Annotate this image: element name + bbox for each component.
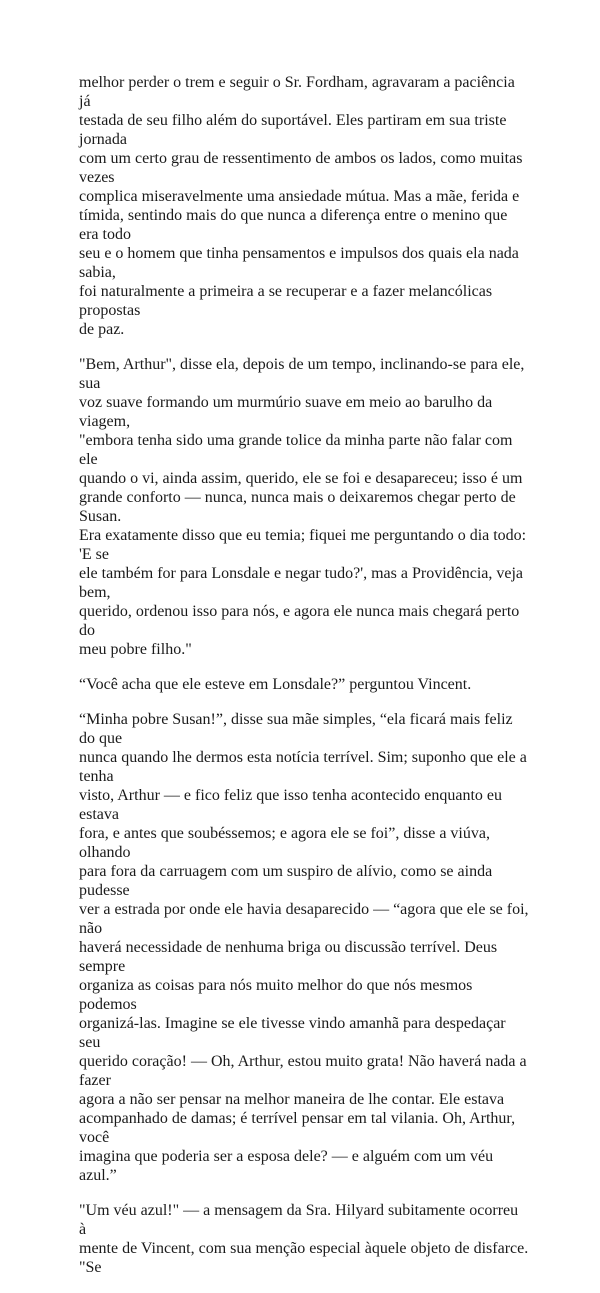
paragraph-3: “Você acha que ele esteve em Lonsdale?” perguntou Vincent. — [79, 676, 472, 693]
document-page — [79, 73, 529, 1293]
paragraph-1: melhor perder o trem e seguir o Sr. Fordham, agravaram a paciência já testada de seu filho além do suportável. Eles partiram em sua triste jornada com um certo grau de ressentimento de ambos os lados, como muitas vezes complica miseravelmente uma ansiedade mútua. Mas a mãe, ferida e tímida, sentindo mais do que nunca a diferença entre o menino que era todo seu e o homem que tinha pensamentos e impulsos dos quais ela nada sabia, foi naturalmente a primeira a se recuperar e a fazer melancólicas propostas de paz. — [79, 74, 523, 338]
paragraph-5: "Um véu azul!" — a mensagem da Sra. Hilyard subitamente ocorreu à mente de Vincent, com sua menção especial àquele objeto de disfarce. "Se — [79, 1202, 529, 1276]
paragraph-4: “Minha pobre Susan!”, disse sua mãe simples, “ela ficará mais feliz do que nunca quando lhe dermos esta notícia terrível. Sim; suponho que ele a tenha visto, Arthur — e fico feliz que isso tenha acontecido enquanto eu estava fora, e antes que soubéssemos; e agora ele se foi”, disse a viúva, olhando para fora da carruagem com um suspiro de alívio, como se ainda pudesse ver a estrada por onde ele havia desaparecido — “agora que ele se foi, não haverá necessidade de nenhuma briga ou discussão terrível. Deus sempre organiza as coisas para nós muito melhor do que nós mesmos podemos organizá-las. Imagine se ele tivesse vindo amanhã para despedaçar seu querido coração! — Oh, Arthur, estou muito grata! Não haverá nada a fazer agora a não ser pensar na melhor maneira de lhe contar. Ele estava acompanhado de damas; é terrível pensar em tal vilania. Oh, Arthur, você imagina que poderia ser a esposa dele? — e alguém com um véu azul.” — [79, 711, 529, 1184]
paragraph-2: "Bem, Arthur", disse ela, depois de um tempo, inclinando-se para ele, sua voz suave formando um murmúrio suave em meio ao barulho da viagem, "embora tenha sido uma grande tolice da minha parte não falar com ele quando o vi, ainda assim, querido, ele se foi e desapareceu; isso é um grande conforto — nunca, nunca mais o deixaremos chegar perto de Susan. Era exatamente disso que eu temia; fiquei me perguntando o dia todo: 'E se ele também for para Lonsdale e negar tudo?', mas a Providência, veja bem, querido, ordenou isso para nós, e agora ele nunca mais chegará perto do meu pobre filho." — [79, 356, 527, 658]
